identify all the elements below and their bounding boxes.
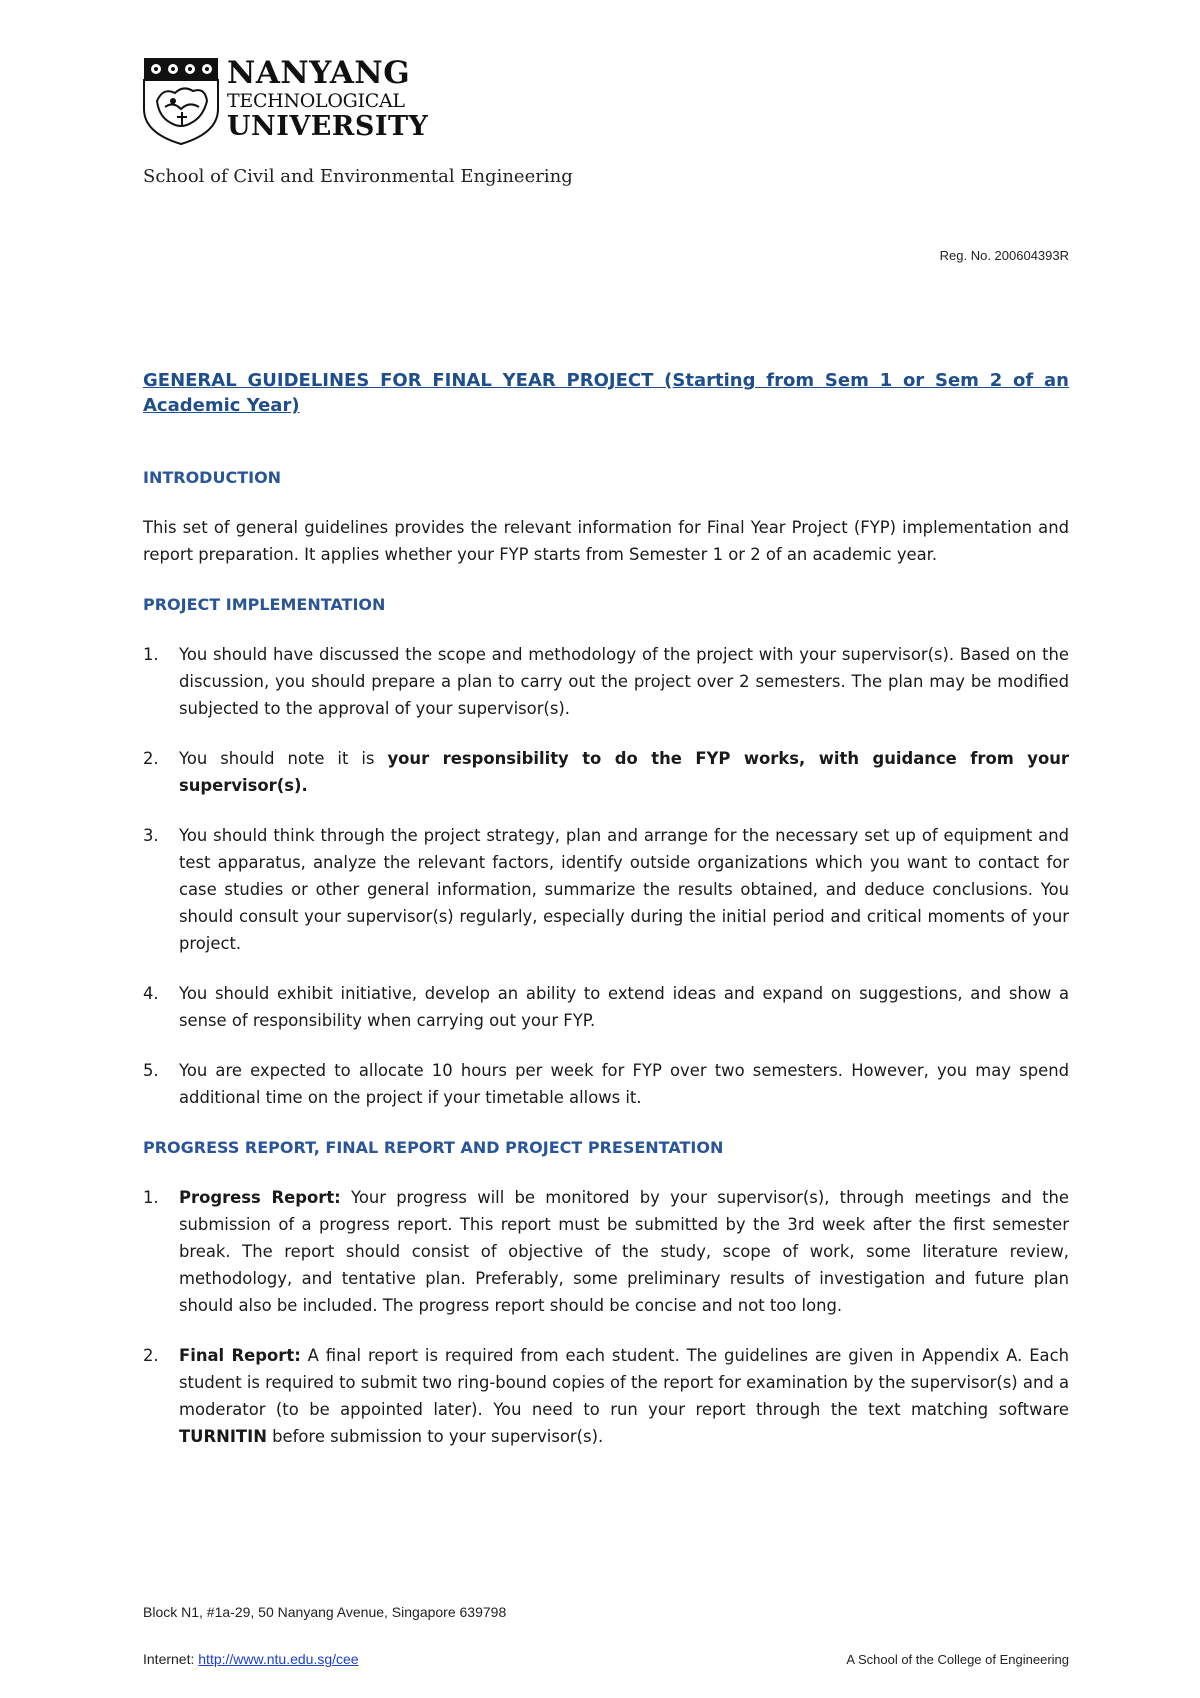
- internet-label: Internet:: [143, 1651, 199, 1667]
- registration-number: Reg. No. 200604393R: [939, 248, 1069, 263]
- list-text: You are expected to allocate 10 hours per week for FYP over two semesters. However, you may spend additional time on the project if your timetable allows it.: [179, 1061, 1069, 1107]
- university-name-line1: NANYANG: [227, 55, 411, 91]
- list-text: A final report is required from each student. The guidelines are given in Appendix A. Each student is required to submit two ring-bound copies of the report for examination by the supervisor(s) and a moderator (to be appointed later). You need to run your report through the text matching software: [179, 1346, 1070, 1419]
- list-item: [143, 980, 1069, 1034]
- list-item: [143, 1057, 1069, 1111]
- list-number: 4.: [143, 984, 159, 1003]
- university-name-line2: TECHNOLOGICAL: [227, 90, 405, 112]
- school-name: School of Civil and Environmental Engineering: [143, 166, 573, 187]
- footer-internet: [143, 1651, 359, 1667]
- introduction-paragraph: This set of general guidelines provides the relevant information for Final Year Project (FYP) implementation and report preparation. It applies whether your FYP starts from Semester 1 or 2 of an academic year.: [143, 518, 1069, 564]
- document-body: [143, 368, 1069, 1450]
- list-text: You should think through the project strategy, plan and arrange for the necessary set up of equipment and test apparatus, analyze the relevant factors, identify outside organizations which you want to contact for case studies or other general information, summarize the results obtained, and deduce conclusions. You should consult your supervisor(s) regularly, especially during the initial period and critical moments of your project.: [179, 826, 1069, 953]
- list-number: 2.: [143, 1346, 159, 1365]
- university-wordmark: [227, 57, 428, 141]
- document-title: GENERAL GUIDELINES FOR FINAL YEAR PROJECT (Starting from Sem 1 or Sem 2 of an Academic Year): [143, 370, 1069, 416]
- list-item: [143, 1184, 1069, 1319]
- list-item: [143, 641, 1069, 722]
- list-bold-text: your responsibility to do the FYP works, with guidance from your supervisor(s).: [179, 749, 1069, 795]
- list-label: Progress Report:: [179, 1188, 341, 1207]
- list-item: [143, 822, 1069, 957]
- website-link[interactable]: http://www.ntu.edu.sg/cee: [198, 1651, 359, 1667]
- list-item: [143, 1342, 1069, 1450]
- section-heading-reports: PROGRESS REPORT, FINAL REPORT AND PROJECT PRESENTATION: [143, 1138, 724, 1157]
- list-number: 1.: [143, 645, 159, 664]
- university-name-line3: UNIVERSITY: [227, 111, 429, 142]
- list-bold-text: TURNITIN: [179, 1427, 267, 1446]
- list-label: Final Report:: [179, 1346, 301, 1365]
- list-text: You should have discussed the scope and methodology of the project with your supervisor(s). Based on the discussion, you should prepare a plan to carry out the project over 2 semesters. The plan may be modified subjected to the approval of your supervisor(s).: [179, 645, 1069, 718]
- list-number: 1.: [143, 1188, 159, 1207]
- list-text: You should note it is: [179, 749, 388, 768]
- footer-college: A School of the College of Engineering: [846, 1652, 1069, 1667]
- list-number: 2.: [143, 749, 159, 768]
- section-heading-implementation: PROJECT IMPLEMENTATION: [143, 595, 386, 614]
- list-text: You should exhibit initiative, develop an ability to extend ideas and expand on suggestions, and show a sense of responsibility when carrying out your FYP.: [179, 984, 1069, 1030]
- list-number: 3.: [143, 826, 159, 845]
- list-number: 5.: [143, 1061, 159, 1080]
- section-heading-introduction: INTRODUCTION: [143, 468, 282, 487]
- list-text: Your progress will be monitored by your supervisor(s), through meetings and the submission of a progress report. This report must be submitted by the 3rd week after the first semester break. The report should consist of objective of the study, scope of work, some literature review, methodology, and tentative plan. Preferably, some preliminary results of investigation and future plan should also be included. The progress report should be concise and not too long.: [179, 1188, 1069, 1315]
- list-text: before submission to your supervisor(s).: [266, 1427, 604, 1446]
- footer-address: Block N1, #1a-29, 50 Nanyang Avenue, Singapore 639798: [143, 1604, 507, 1620]
- university-crest-icon: [143, 57, 219, 145]
- list-item: [143, 745, 1069, 799]
